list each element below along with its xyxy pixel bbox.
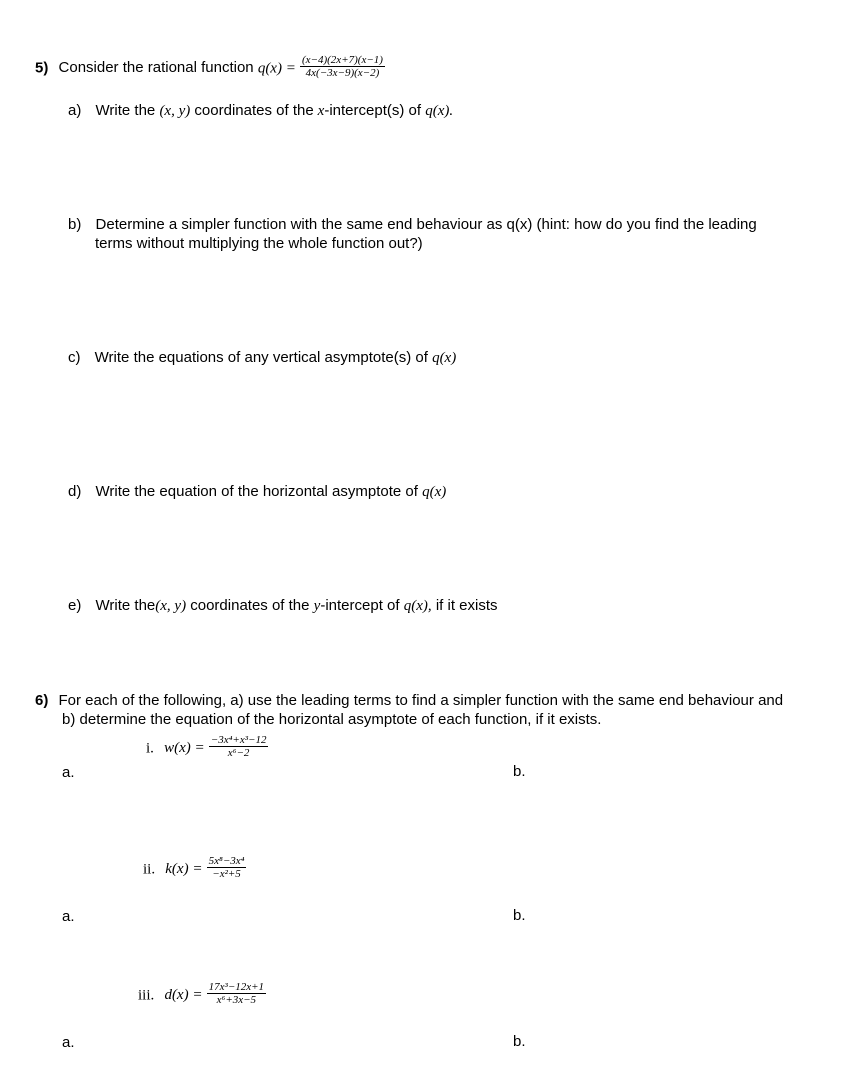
function-lhs: q(x) = bbox=[257, 60, 296, 77]
part-label: a) bbox=[68, 102, 82, 119]
math: (x, y) bbox=[159, 103, 191, 119]
part-text: Write the bbox=[95, 102, 156, 119]
answer-b-label: b. bbox=[513, 907, 526, 924]
part-text: coordinates of the bbox=[190, 597, 310, 614]
fraction-denominator: x⁶+3x−5 bbox=[216, 994, 257, 1006]
part-c bbox=[68, 349, 456, 367]
question-number: 6) bbox=[35, 692, 49, 709]
function-lhs: w(x) = bbox=[164, 740, 205, 757]
answer-a-label: a. bbox=[62, 908, 75, 925]
math: q(x) bbox=[432, 350, 457, 366]
part-text-line1: Determine a simpler function with the same end behaviour as q(x) (hint: how do you find the leading bbox=[95, 216, 757, 233]
fraction-denominator: x⁶−2 bbox=[227, 747, 250, 759]
answer-a-label: a. bbox=[62, 764, 75, 781]
item-ii-function bbox=[143, 857, 246, 882]
answer-a-label: a. bbox=[62, 1034, 75, 1051]
part-label: d) bbox=[68, 483, 82, 500]
question-intro: Consider the rational function bbox=[58, 59, 254, 77]
math: x bbox=[317, 103, 325, 119]
part-label: e) bbox=[68, 597, 82, 614]
math: (x, y) bbox=[155, 598, 187, 614]
part-text: -intercept of bbox=[320, 597, 400, 614]
function-fraction bbox=[207, 981, 266, 1006]
question-5-header bbox=[35, 56, 385, 81]
roman-numeral: ii. bbox=[143, 861, 156, 878]
item-i-function bbox=[146, 736, 268, 761]
roman-numeral: iii. bbox=[138, 987, 155, 1004]
item-iii-function bbox=[138, 983, 266, 1008]
part-b bbox=[68, 216, 757, 233]
function-lhs: d(x) = bbox=[164, 987, 203, 1004]
question-text: For each of the following, a) use the leading terms to find a simpler function with the same end behaviour and bbox=[58, 692, 784, 709]
part-text: -intercept(s) of bbox=[324, 102, 422, 119]
part-text: Write the equations of any vertical asymptote(s) of bbox=[94, 349, 428, 366]
math: q(x), bbox=[403, 598, 432, 614]
question-6-line1 bbox=[35, 692, 783, 709]
part-e bbox=[68, 597, 498, 615]
function-fraction bbox=[207, 855, 247, 880]
part-a bbox=[68, 102, 453, 120]
fraction-numerator: 5x⁸−3x⁴ bbox=[208, 855, 245, 867]
question-number: 5) bbox=[35, 59, 49, 77]
part-text: coordinates of the bbox=[194, 102, 314, 119]
part-text: Write the bbox=[95, 597, 156, 614]
fraction-denominator: 4x(−3x−9)(x−2) bbox=[305, 67, 380, 79]
part-label: c) bbox=[68, 349, 81, 366]
rational-function-fraction bbox=[300, 54, 385, 79]
function-fraction bbox=[209, 734, 269, 759]
part-label: b) bbox=[68, 216, 82, 233]
fraction-numerator: 17x³−12x+1 bbox=[208, 981, 265, 993]
fraction-numerator: −3x⁴+x³−12 bbox=[210, 734, 267, 746]
question-6-line2: b) determine the equation of the horizontal asymptote of each function, if it exists. bbox=[62, 711, 602, 728]
answer-b-label: b. bbox=[513, 763, 526, 780]
part-b-line2: terms without multiplying the whole function out?) bbox=[95, 235, 423, 252]
math: q(x) bbox=[422, 484, 447, 500]
fraction-denominator: −x²+5 bbox=[212, 868, 241, 880]
roman-numeral: i. bbox=[146, 740, 154, 757]
math: q(x). bbox=[425, 103, 454, 119]
math: y bbox=[313, 598, 321, 614]
answer-b-label: b. bbox=[513, 1033, 526, 1050]
function-lhs: k(x) = bbox=[165, 861, 203, 878]
part-text: if it exists bbox=[435, 597, 498, 614]
part-text: Write the equation of the horizontal asymptote of bbox=[95, 483, 418, 500]
part-d bbox=[68, 483, 446, 501]
fraction-numerator: (x−4)(2x+7)(x−1) bbox=[302, 54, 383, 66]
